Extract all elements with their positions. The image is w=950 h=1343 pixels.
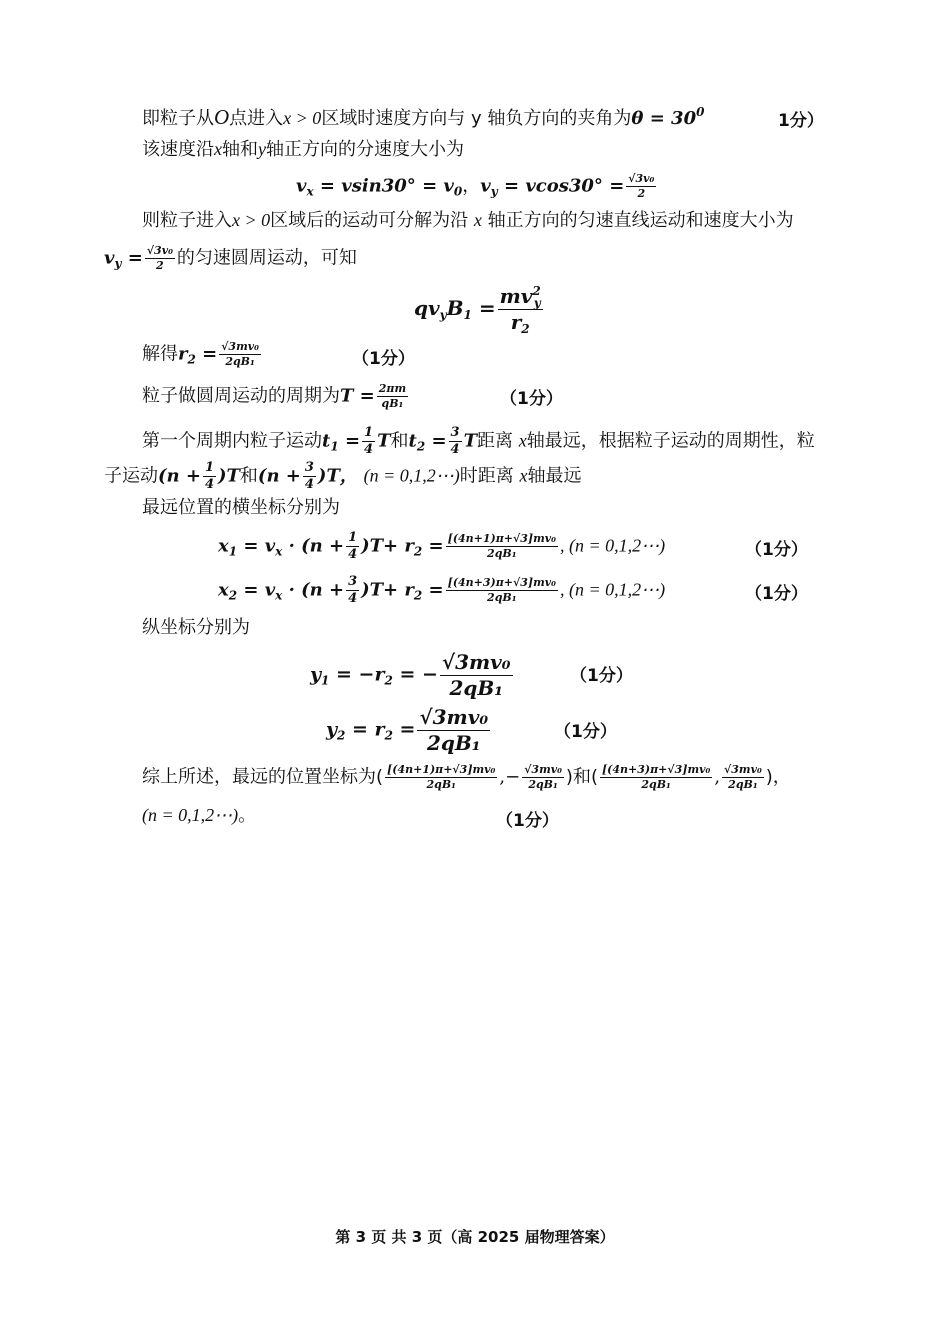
denominator: 2qB₁ <box>487 591 517 604</box>
math-sub: 2 <box>384 673 393 688</box>
fraction <box>346 530 359 563</box>
sep: ， <box>462 175 481 197</box>
numerator: 1 <box>364 425 374 440</box>
denominator <box>509 310 532 335</box>
text: 子运动 <box>104 465 158 487</box>
math-sub: 1 <box>321 673 330 688</box>
text: ,− <box>499 766 521 788</box>
numerator-sub: y <box>533 296 541 310</box>
math: = <box>422 535 444 557</box>
text: 则粒子进入 <box>142 210 232 231</box>
math: )T， <box>317 465 358 487</box>
text: 和 <box>239 465 258 487</box>
page-footer: 第 3 页 共 3 页（高 2025 届物理答案） <box>335 1228 615 1246</box>
text: 轴和 <box>222 139 258 160</box>
score-7: （1分） <box>352 349 415 369</box>
math-sub: 2 <box>384 728 393 743</box>
math-sub: x <box>306 184 314 199</box>
math: = vcos30° = <box>497 175 625 197</box>
math: t <box>408 430 417 452</box>
math-var: x <box>473 210 482 230</box>
line-15 <box>310 650 515 701</box>
math: = − <box>392 663 438 686</box>
line-16 <box>326 705 492 756</box>
score-16: （1分） <box>554 722 617 742</box>
math: · (n + <box>282 535 345 557</box>
text: 解得 <box>142 343 178 365</box>
math: r <box>178 343 188 365</box>
math: v <box>104 247 115 269</box>
numerator: 3 <box>450 425 460 440</box>
math-var: x <box>519 465 528 486</box>
numerator-sup: 2 <box>532 284 541 298</box>
math: y <box>310 663 322 686</box>
text: 第一个周期内粒子运动 <box>142 430 322 452</box>
numerator-text: mv <box>499 284 533 308</box>
math-cond: , (n = 0,1,2⋯) <box>559 579 666 600</box>
math: (n + <box>158 465 201 487</box>
math-sub: y <box>439 308 447 322</box>
line-18 <box>142 802 256 829</box>
fraction <box>303 460 316 493</box>
math-var: x <box>518 430 527 451</box>
text: 距离 <box>477 430 513 452</box>
numerator: √3mv₀ <box>441 650 511 674</box>
text: 区域后的运动可分解为沿 <box>270 210 469 231</box>
fraction <box>145 244 175 273</box>
math-var: x <box>214 139 222 159</box>
text: 纵坐标分别为 <box>142 617 250 638</box>
math-sub: y <box>114 256 122 271</box>
text: 。 <box>238 805 257 826</box>
numerator: 1 <box>204 460 214 475</box>
math-cond: , (n = 0,1,2⋯) <box>559 535 666 556</box>
line-3 <box>296 172 658 201</box>
fraction <box>203 460 216 493</box>
math: qv <box>414 296 440 320</box>
text: 轴正方向的匀速直线运动和速度大小为 <box>487 210 794 231</box>
text: 最远位置的横坐标分别为 <box>142 497 340 518</box>
math-sub: 2 <box>416 439 426 454</box>
math-sub: 1 <box>228 544 238 559</box>
denominator: qB₁ <box>381 397 404 410</box>
denominator: 2qB₁ <box>426 778 456 791</box>
fraction <box>219 340 261 369</box>
fraction <box>498 284 543 335</box>
line-2 <box>142 136 464 163</box>
denominator: 2qB₁ <box>728 778 758 791</box>
denominator: 4 <box>204 477 214 492</box>
text: 区域时速度方向与 y 轴负方向的夹角为 <box>321 108 632 129</box>
math: y <box>326 718 338 741</box>
denominator: 2 <box>156 259 164 272</box>
fraction <box>626 172 656 201</box>
math-cond: (n = 0,1,2⋯) <box>142 805 239 825</box>
text: 的匀速圆周运动，可知 <box>176 247 357 269</box>
numerator: [(4n+1)π+√3]mv₀ <box>387 763 496 776</box>
text: 综上所述，最远的位置坐标为( <box>142 766 384 788</box>
line-7 <box>142 340 263 369</box>
fraction <box>440 650 513 701</box>
denominator: 4 <box>450 442 460 457</box>
text: , <box>714 766 721 788</box>
math: = <box>422 579 444 601</box>
math-eq: θ = 30 <box>631 108 697 129</box>
math-sub: 1 <box>463 308 472 322</box>
math: = <box>392 718 416 741</box>
math-sub: 2 <box>228 588 238 603</box>
numerator: 3 <box>348 574 358 589</box>
numerator: [(4n+3)π+√3]mv₀ <box>601 763 711 776</box>
line-14 <box>142 615 250 641</box>
numerator: 1 <box>348 530 358 545</box>
math: = <box>425 430 447 452</box>
numerator <box>498 284 543 310</box>
fraction <box>522 763 564 792</box>
math: T = <box>340 385 375 407</box>
math-cond: (n = 0,1,2⋯) <box>363 465 460 486</box>
line-5 <box>104 244 357 273</box>
denominator-sub: 2 <box>521 322 530 336</box>
score-15: （1分） <box>570 666 633 686</box>
denominator: 4 <box>348 591 358 606</box>
math: = −r <box>329 663 385 686</box>
line-13 <box>218 574 665 607</box>
line-12 <box>218 530 665 563</box>
math-sup: 0 <box>696 105 705 119</box>
math-sub: 2 <box>413 544 423 559</box>
line-11 <box>142 495 340 521</box>
denominator: 2qB₁ <box>641 778 671 791</box>
fraction <box>722 763 764 792</box>
math: )T+ r <box>361 579 414 601</box>
line-9 <box>142 425 815 458</box>
math-sub: 2 <box>187 352 196 367</box>
denominator: 2 <box>637 187 646 200</box>
math: )T <box>218 465 240 487</box>
line-8 <box>142 382 410 411</box>
score-13: （1分） <box>745 584 808 604</box>
fraction <box>449 425 462 458</box>
fraction <box>417 705 490 756</box>
math: (n + <box>257 465 301 487</box>
text: 该速度沿 <box>142 139 214 160</box>
numerator: [(4n+3)π+√3]mv₀ <box>447 576 556 589</box>
text: 点进入 <box>229 108 284 129</box>
math: = r <box>345 718 385 741</box>
text: 轴最远，根据粒子运动的周期性，粒 <box>526 430 815 452</box>
fraction <box>346 574 359 607</box>
line-10 <box>104 460 581 493</box>
math: v <box>480 175 491 197</box>
denominator: 4 <box>348 547 358 562</box>
math: x <box>218 579 229 601</box>
fraction <box>600 763 712 792</box>
fraction <box>362 425 375 458</box>
numerator: √3mv₀ <box>419 705 489 729</box>
text: 即粒子从 <box>142 108 214 129</box>
text: )和( <box>565 766 598 788</box>
math: )T+ r <box>361 535 414 557</box>
denominator: 2qB₁ <box>449 676 504 700</box>
fraction <box>377 382 408 411</box>
denominator-text: r <box>510 310 522 334</box>
math: · (n + <box>282 579 345 601</box>
math-sub: 1 <box>330 439 339 454</box>
math: t <box>322 430 331 452</box>
fraction <box>385 763 497 792</box>
math-var: O <box>214 105 230 129</box>
fraction <box>446 576 558 605</box>
math: T <box>463 430 477 452</box>
text: 粒子做圆周运动的周期为 <box>142 385 340 407</box>
denominator: 2qB₁ <box>487 547 517 560</box>
math: T <box>377 430 391 452</box>
fraction <box>446 532 558 561</box>
text: 轴正方向的分速度大小为 <box>266 139 464 160</box>
numerator: 3 <box>304 460 314 475</box>
math: = vsin30° = v <box>313 175 454 197</box>
math: v <box>296 175 307 197</box>
denominator: 4 <box>304 477 314 492</box>
denominator: 2qB₁ <box>427 731 481 755</box>
math-sub: x <box>275 588 283 603</box>
numerator: √3v₀ <box>628 172 655 185</box>
text: 时距离 <box>459 465 514 487</box>
math: = <box>338 430 361 452</box>
line-17 <box>142 763 791 792</box>
math: = <box>471 296 496 320</box>
math: = <box>195 343 218 365</box>
line-1 <box>142 104 704 132</box>
math-sub: y <box>490 184 498 199</box>
score-8: （1分） <box>500 389 563 409</box>
denominator: 2qB₁ <box>225 355 255 368</box>
line-6 <box>414 284 545 335</box>
text: )， <box>765 766 791 788</box>
score-12: （1分） <box>745 540 808 560</box>
numerator: √3mv₀ <box>724 763 762 776</box>
numerator: 2πm <box>378 382 407 395</box>
text: 轴最远 <box>527 465 582 487</box>
score-1: 1分） <box>778 111 824 131</box>
math-sub: 0 <box>453 184 463 199</box>
numerator: √3v₀ <box>146 244 173 257</box>
math-sub: x <box>275 544 283 559</box>
numerator: [(4n+1)π+√3]mv₀ <box>447 532 556 545</box>
line-4 <box>142 207 794 234</box>
numerator: √3mv₀ <box>221 340 259 353</box>
denominator: 2qB₁ <box>528 778 558 791</box>
math-cond: x > 0 <box>232 210 271 230</box>
text: 和 <box>390 430 409 452</box>
math: = v <box>237 579 276 601</box>
math-sub: 2 <box>337 728 346 743</box>
math-var: y <box>258 139 266 159</box>
numerator: √3mv₀ <box>524 763 562 776</box>
denominator: 4 <box>364 442 374 457</box>
math: x <box>218 535 229 557</box>
math-cond: x > 0 <box>283 108 322 128</box>
math: = v <box>237 535 276 557</box>
math-sub: 2 <box>413 588 423 603</box>
math: = <box>121 247 143 269</box>
score-18: （1分） <box>496 811 559 831</box>
math: B <box>446 296 464 320</box>
